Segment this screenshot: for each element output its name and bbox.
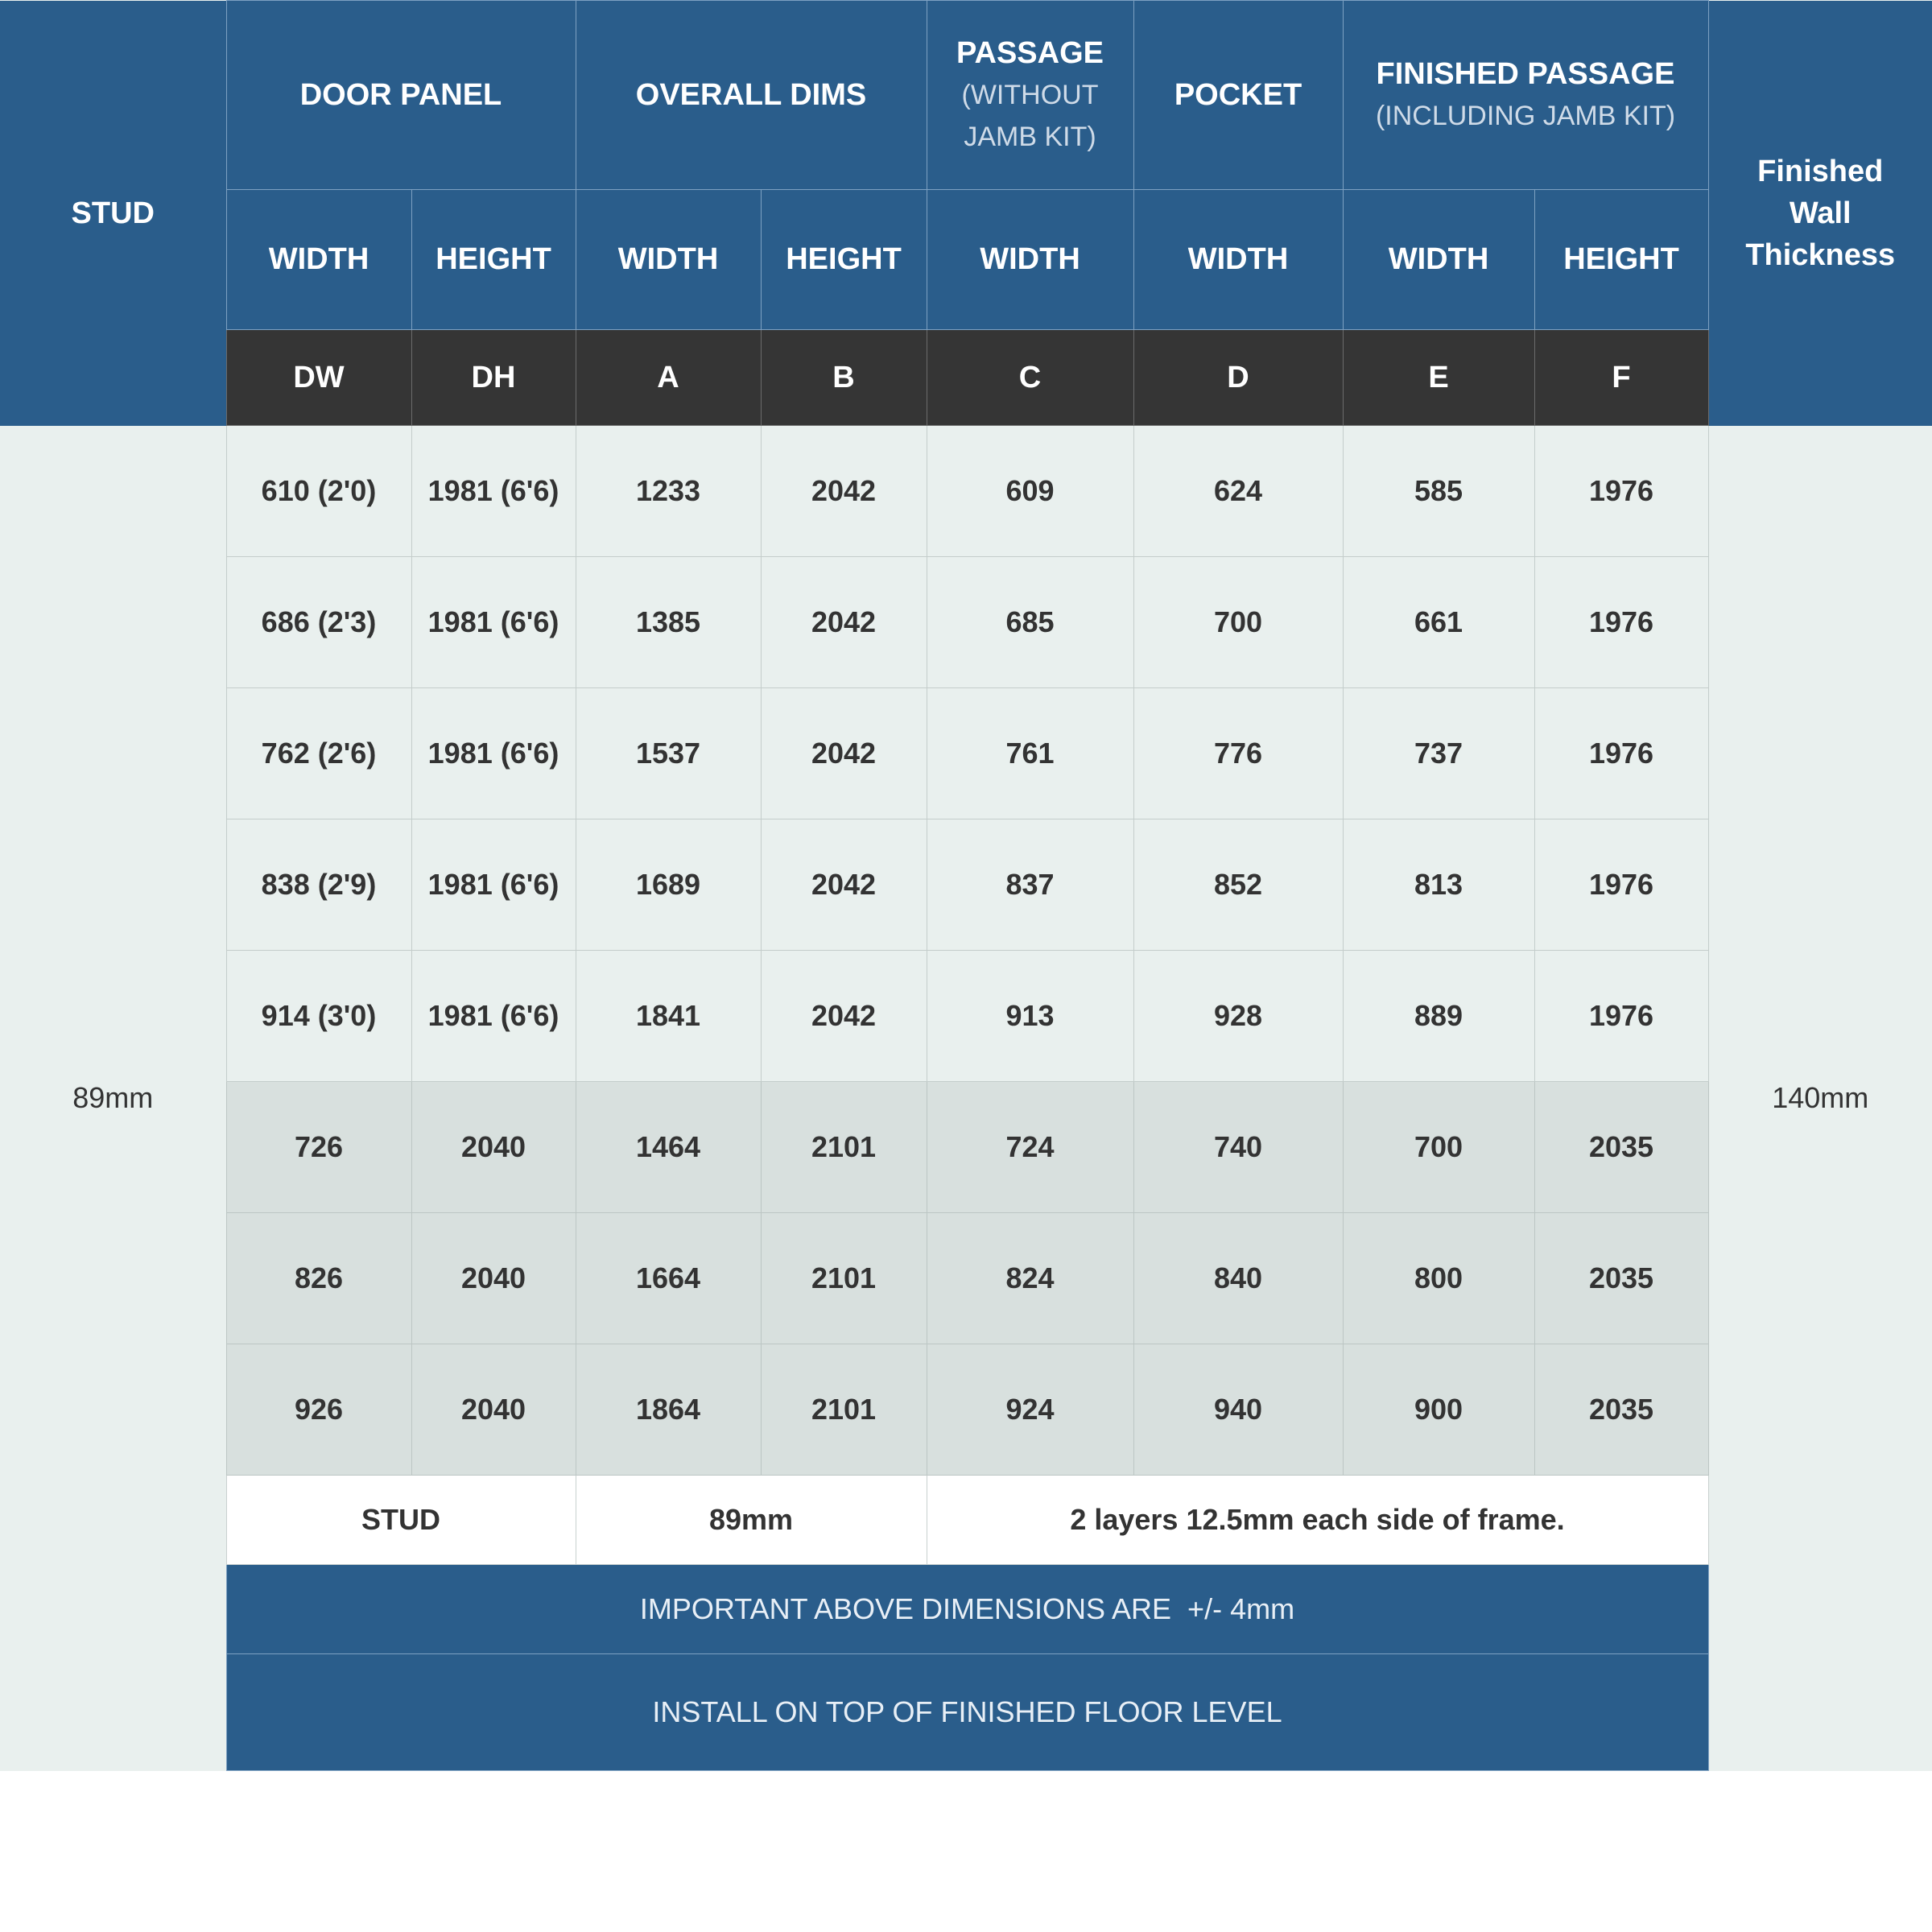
table-row <box>0 819 1932 951</box>
table-cell: 726 <box>226 1082 411 1213</box>
table-cell: 776 <box>1133 688 1343 819</box>
table-cell: 1385 <box>576 557 761 688</box>
table-cell: 624 <box>1133 426 1343 557</box>
table-cell: 1537 <box>576 688 761 819</box>
table-cell: 2040 <box>411 1344 576 1476</box>
table-cell: 913 <box>927 951 1133 1082</box>
door-panel-header: DOOR PANEL <box>226 1 576 190</box>
table-cell: 1981 (6'6) <box>411 819 576 951</box>
table-cell: 926 <box>226 1344 411 1476</box>
table-row <box>0 951 1932 1082</box>
sub-header: HEIGHT <box>761 190 927 330</box>
table-cell: 2035 <box>1534 1344 1708 1476</box>
wall-thickness-value: 140mm <box>1708 426 1932 1771</box>
table-cell: 1664 <box>576 1213 761 1344</box>
finished-passage-header: FINISHED PASSAGE (INCLUDING JAMB KIT) <box>1343 1 1708 190</box>
table-cell: 1981 (6'6) <box>411 557 576 688</box>
sub-header: WIDTH <box>576 190 761 330</box>
table-cell: 2040 <box>411 1082 576 1213</box>
sub-header: HEIGHT <box>411 190 576 330</box>
passage-header: PASSAGE (WITHOUT JAMB KIT) <box>927 1 1133 190</box>
table-cell: 824 <box>927 1213 1133 1344</box>
sub-header: HEIGHT <box>1534 190 1708 330</box>
code-header: E <box>1343 330 1534 426</box>
table-row <box>0 1213 1932 1344</box>
table-cell: 700 <box>1133 557 1343 688</box>
table-cell: 800 <box>1343 1213 1534 1344</box>
table-cell: 1981 (6'6) <box>411 951 576 1082</box>
stud-header: STUD <box>0 1 226 426</box>
table-cell: 686 (2'3) <box>226 557 411 688</box>
table-cell: 737 <box>1343 688 1534 819</box>
table-cell: 1981 (6'6) <box>411 688 576 819</box>
table-cell: 900 <box>1343 1344 1534 1476</box>
table-row <box>0 688 1932 819</box>
table-cell: 940 <box>1133 1344 1343 1476</box>
table-cell: 889 <box>1343 951 1534 1082</box>
sub-header: WIDTH <box>927 190 1133 330</box>
table-cell: 761 <box>927 688 1133 819</box>
table-cell: 585 <box>1343 426 1534 557</box>
table-row <box>0 426 1932 557</box>
pocket-header: POCKET <box>1133 1 1343 190</box>
tolerance-note: IMPORTANT ABOVE DIMENSIONS ARE +/- 4mm <box>226 1565 1708 1654</box>
table-row <box>0 1344 1932 1476</box>
table-cell: 700 <box>1343 1082 1534 1213</box>
lining-note: 2 layers 12.5mm each side of frame. <box>927 1476 1708 1565</box>
table-cell: 2042 <box>761 951 927 1082</box>
code-header: C <box>927 330 1133 426</box>
table-cell: 852 <box>1133 819 1343 951</box>
table-cell: 2101 <box>761 1213 927 1344</box>
table-cell: 2035 <box>1534 1082 1708 1213</box>
install-note: INSTALL ON TOP OF FINISHED FLOOR LEVEL <box>226 1654 1708 1771</box>
code-header: DW <box>226 330 411 426</box>
table-row <box>0 557 1932 688</box>
stud-value: 89mm <box>0 426 226 1771</box>
table-cell: 924 <box>927 1344 1133 1476</box>
table-cell: 1689 <box>576 819 761 951</box>
sub-header: WIDTH <box>1343 190 1534 330</box>
finished-passage-subtitle: (INCLUDING JAMB KIT) <box>1375 101 1676 131</box>
table-cell: 914 (3'0) <box>226 951 411 1082</box>
finished-wall-header: Finished Wall Thickness <box>1708 1 1932 426</box>
table-cell: 928 <box>1133 951 1343 1082</box>
table-cell: 1841 <box>576 951 761 1082</box>
table-cell: 740 <box>1133 1082 1343 1213</box>
table-cell: 1976 <box>1534 557 1708 688</box>
table-cell: 2101 <box>761 1344 927 1476</box>
stud-summary-row <box>0 1476 1932 1565</box>
code-header: B <box>761 330 927 426</box>
overall-dims-header: OVERALL DIMS <box>576 1 927 190</box>
table-cell: 813 <box>1343 819 1534 951</box>
table-cell: 2040 <box>411 1213 576 1344</box>
code-header: D <box>1133 330 1343 426</box>
stud-label: STUD <box>226 1476 576 1565</box>
table-row <box>0 1082 1932 1213</box>
table-cell: 1464 <box>576 1082 761 1213</box>
passage-subtitle: (WITHOUT JAMB KIT) <box>961 80 1099 152</box>
table-cell: 685 <box>927 557 1133 688</box>
table-cell: 609 <box>927 426 1133 557</box>
table-cell: 1976 <box>1534 426 1708 557</box>
table-cell: 2035 <box>1534 1213 1708 1344</box>
code-header: A <box>576 330 761 426</box>
table-cell: 840 <box>1133 1213 1343 1344</box>
code-header: DH <box>411 330 576 426</box>
table-cell: 826 <box>226 1213 411 1344</box>
table-cell: 661 <box>1343 557 1534 688</box>
table-cell: 610 (2'0) <box>226 426 411 557</box>
table-cell: 2101 <box>761 1082 927 1213</box>
table-cell: 2042 <box>761 819 927 951</box>
stud-size: 89mm <box>576 1476 927 1565</box>
table-cell: 1976 <box>1534 688 1708 819</box>
table-cell: 838 (2'9) <box>226 819 411 951</box>
code-header: F <box>1534 330 1708 426</box>
table-cell: 837 <box>927 819 1133 951</box>
sub-header: WIDTH <box>1133 190 1343 330</box>
table-cell: 2042 <box>761 426 927 557</box>
table-cell: 1976 <box>1534 951 1708 1082</box>
table-cell: 724 <box>927 1082 1133 1213</box>
table-cell: 2042 <box>761 557 927 688</box>
table-cell: 1864 <box>576 1344 761 1476</box>
table-cell: 1233 <box>576 426 761 557</box>
table-cell: 1976 <box>1534 819 1708 951</box>
table-cell: 762 (2'6) <box>226 688 411 819</box>
sub-header: WIDTH <box>226 190 411 330</box>
table-cell: 2042 <box>761 688 927 819</box>
table-cell: 1981 (6'6) <box>411 426 576 557</box>
